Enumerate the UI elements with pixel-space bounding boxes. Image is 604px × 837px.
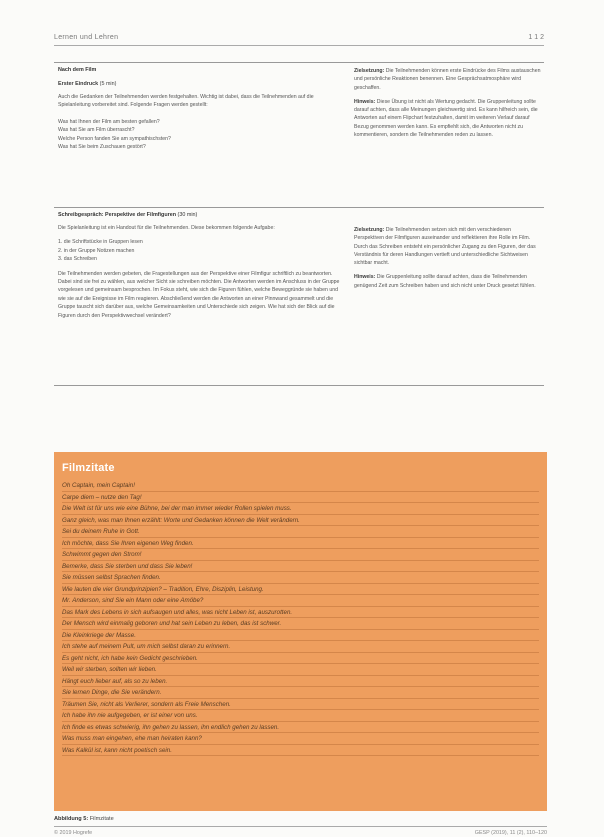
quote-line: Ich habe ihn nie aufgegeben, er ist einer von uns.	[62, 710, 539, 722]
table-row	[54, 63, 544, 208]
quote-line: Oh Captain, mein Captain!	[62, 480, 539, 492]
subheading	[58, 81, 340, 87]
header-rule	[54, 45, 544, 46]
page-number: 1 1 2	[528, 34, 544, 41]
quote-line: Ich finde es etwas schwierig, ihn gehen zu lassen, ihn endlich gehen zu lassen.	[62, 722, 539, 734]
body-paragraph: Die Teilnehmenden werden gebeten, die Fragestellungen aus der Perspektive einer Filmfigur schriftlich zu beantworten. Dabei sind sie frei zu wählen, aus welcher Sicht sie schreiben möchten. Die Antworten werden im Anschluss in der Gruppe vorgelesen und gemeinsam besprochen. Im Fokus steht, wie sich die Figuren fühlen, welche Beweggründe sie haben und wie sie auf die Ereignisse im Film reagieren. Abschließend werden die Antworten an einer Pinnwand gesammelt und die Gruppe tauscht sich darüber aus, welche Gemeinsamkeiten und Unterschiede sich zeigen. Wie hat sich der Blick auf die Figuren durch den Perspektivwechsel verändert?	[58, 270, 340, 319]
goal-label: Zielsetzung:	[354, 227, 385, 233]
ordered-list	[58, 238, 340, 263]
caption-label: Abbildung 5:	[54, 816, 89, 822]
section-heading: Nach dem Film	[58, 67, 97, 73]
goal-text: Die Teilnehmenden können erste Eindrücke des Films austauschen und persönliche Reaktionen benennen. Eine Gesprächsatmosphäre wird geschaffen.	[354, 68, 541, 91]
quote-line: Ich stehe auf meinem Pult, um mich selbst daran zu erinnern.	[62, 641, 539, 653]
quote-line: Carpe diem – nutze den Tag!	[62, 492, 539, 504]
table-row	[54, 208, 544, 386]
subheading-duration: (5 min)	[98, 81, 117, 87]
quote-list	[62, 480, 539, 756]
running-head	[54, 34, 544, 48]
list-item: Was hat Ihnen der Film am besten gefallen?	[58, 118, 160, 125]
section-heading-bold: Schreibgespräch: Perspektive der Filmfiguren	[58, 212, 177, 218]
list-item: 2. in der Gruppe Notizen machen	[58, 247, 135, 254]
quote-line: Was Kalkül ist, kann nicht poetisch sein.	[62, 745, 539, 757]
method-table	[54, 62, 544, 386]
figure-caption	[54, 816, 114, 822]
footer-copyright: © 2019 Hogrefe	[54, 830, 93, 836]
list-item: 1. die Schriftstücke in Gruppen lesen	[58, 239, 143, 246]
quotes-title: Filmzitate	[62, 462, 115, 474]
quote-line: Die Kleinkriege der Masse.	[62, 630, 539, 642]
table-cell-left	[54, 63, 346, 207]
list-item: Welche Person fanden Sie am sympathischsten?	[58, 135, 171, 142]
list-item: Was hat Sie am Film überrascht?	[58, 127, 135, 134]
goal-label: Zielsetzung:	[354, 68, 385, 74]
hint-text: Die Gruppenleitung sollte darauf achten, dass die Teilnehmenden genügend Zeit zum Schreiben haben und sich nicht unter Druck gesetzt fühlen.	[354, 274, 536, 289]
quote-line: Es geht nicht, ich habe kein Gedicht geschrieben.	[62, 653, 539, 665]
table-cell-right	[346, 208, 544, 385]
quote-line: Mr. Anderson, sind Sie ein Mann oder eine Amöbe?	[62, 595, 539, 607]
intro-paragraph: Auch die Gedanken der Teilnehmenden werden festgehalten. Wichtig ist dabei, dass die Teilnehmenden auf die Spielanleitung vorbereitet sind. Folgende Fragen werden gestellt:	[58, 94, 314, 109]
quote-line: Wie lauten die vier Grundprinzipien? – Tradition, Ehre, Disziplin, Leistung.	[62, 584, 539, 596]
hint-text: Diese Übung ist nicht als Wertung gedacht. Die Gruppenleitung sollte darauf achten, dass alle Meinungen gleichwertig sind. Es kann hilfreich sein, die Antworten auf einem Flipchart festzuhalten, damit im weiteren Verlauf darauf Bezug genommen werden kann. Es empfiehlt sich, die Antworten nicht zu kommentieren, sondern die Teilnehmenden reden zu lassen.	[354, 98, 538, 139]
section-heading-duration: (30 min)	[176, 212, 198, 218]
quote-line: Was muss man eingehen, ehe man heiraten kann?	[62, 733, 539, 745]
goal-note	[354, 226, 542, 267]
hint-label: Hinweis:	[354, 98, 376, 105]
hint-label: Hinweis:	[354, 274, 376, 281]
quote-line: Ich möchte, dass Sie Ihren eigenen Weg finden.	[62, 538, 539, 550]
intro-paragraph: Die Spielanleitung ist ein Handout für die Teilnehmenden. Diese bekommen folgende Aufgabe:	[58, 225, 275, 231]
quote-line: Der Mensch wird einmalig geboren und hat sein Leben zu leben, das ist schwer.	[62, 618, 539, 630]
film-quotes-box	[54, 452, 547, 811]
goal-text: Die Teilnehmenden setzen sich mit den verschiedenen Perspektiven der Filmfiguren auseinander und reflektieren ihre Rolle im Film. Durch das Schreiben entsteht ein persönlicher Zugang zu den Figuren, der das Verständnis für deren Handlungen vertieft und unterschiedliche Sichtweisen sichtbar macht.	[354, 227, 536, 267]
footer-citation: GESP (2019), 11 (2), 110–120	[474, 830, 547, 836]
quote-line: Sie lernen Dinge, die Sie verändern.	[62, 687, 539, 699]
hint-note	[354, 98, 542, 139]
question-list	[58, 118, 340, 152]
running-head-title: Lernen und Lehren	[54, 34, 119, 41]
section-heading	[58, 212, 340, 218]
subheading-bold: Erster Eindruck	[58, 81, 99, 87]
list-item: 3. das Schreiben	[58, 256, 97, 263]
quote-line: Die Welt ist für uns wie eine Bühne, bei der man immer wieder Rollen spielen muss.	[62, 503, 539, 515]
quote-line: Hängt euch lieber auf, als so zu leben.	[62, 676, 539, 688]
quote-line: Weil wir sterben, sollten wir lieben.	[62, 664, 539, 676]
quote-line: Sei du deinem Ruhe in Gott.	[62, 526, 539, 538]
quote-line: Das Mark des Lebens in sich aufsaugen und alles, was nicht Leben ist, auszurotten.	[62, 607, 539, 619]
quote-line: Ganz gleich, was man Ihnen erzählt: Worte und Gedanken können die Welt verändern.	[62, 515, 539, 527]
quote-line: Schwimmt gegen den Strom!	[62, 549, 539, 561]
list-item: Was hat Sie beim Zuschauen gestört?	[58, 144, 146, 151]
quote-line: Träumen Sie, nicht als Verlierer, sondern als Freie Menschen.	[62, 699, 539, 711]
quote-line: Sie müssen selbst Sprachen finden.	[62, 572, 539, 584]
table-cell-left	[54, 208, 346, 385]
goal-note	[354, 67, 542, 92]
page-footer	[54, 826, 547, 836]
table-cell-right	[346, 63, 544, 207]
quote-line: Bemerke, dass Sie sterben und dass Sie leben!	[62, 561, 539, 573]
caption-text: Filmzitate	[88, 816, 114, 822]
hint-note	[354, 273, 542, 290]
